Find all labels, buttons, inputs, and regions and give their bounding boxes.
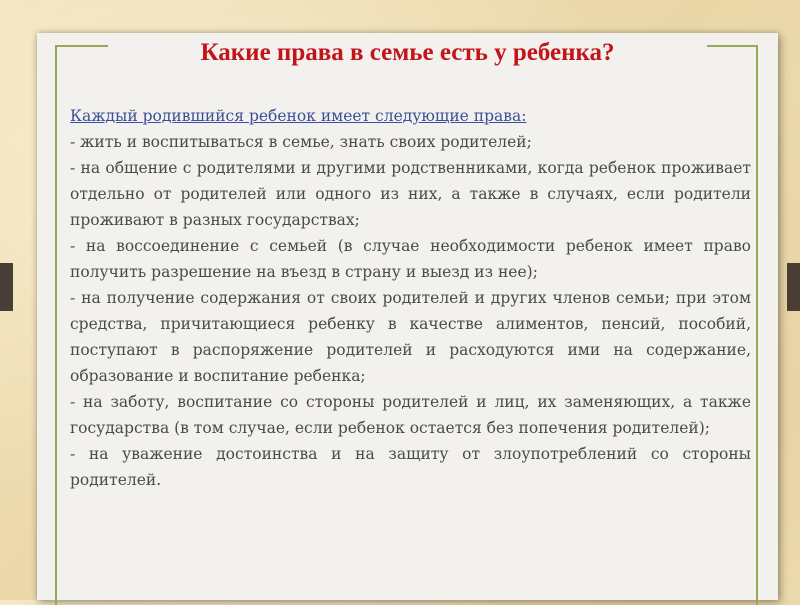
rights-item-4: - на получение содержания от своих родителей и других членов семьи; при этом средства, причитающиеся ребенку в качестве алиментов, пенсий, пособий, поступают в распоряжение родителей и расходуются ими на содержание, образование и воспитание ребенка; xyxy=(70,289,751,385)
intro-text: Каждый родившийся ребенок имеет следующие права: xyxy=(70,107,527,125)
left-decor-bar xyxy=(0,263,13,311)
rights-item-2: - на общение с родителями и другими родственниками, когда ребенок проживает отдельно от родителей или одного из них, а также в случаях, если родители проживают в разных государствах; xyxy=(70,159,751,229)
right-decor-bar xyxy=(787,263,800,311)
rights-item-3: - на воссоединение с семьей (в случае необходимости ребенок имеет право получить разрешение на въезд в страну и выезд из нее); xyxy=(70,237,751,281)
rights-item-1: - жить и воспитываться в семье, знать своих родителей; xyxy=(70,133,532,151)
rights-item-5: - на заботу, воспитание со стороны родителей и лиц, их заменяющих, а также государства (в том случае, если ребенок остается без попечения родителей); xyxy=(70,393,751,437)
slide-title: Какие права в семье есть у ребенка? xyxy=(200,39,615,66)
slide-card xyxy=(37,33,778,600)
slide-body xyxy=(70,103,751,493)
rights-item-6: - на уважение достоинства и на защиту от злоупотреблений со стороны родителей. xyxy=(70,445,751,489)
